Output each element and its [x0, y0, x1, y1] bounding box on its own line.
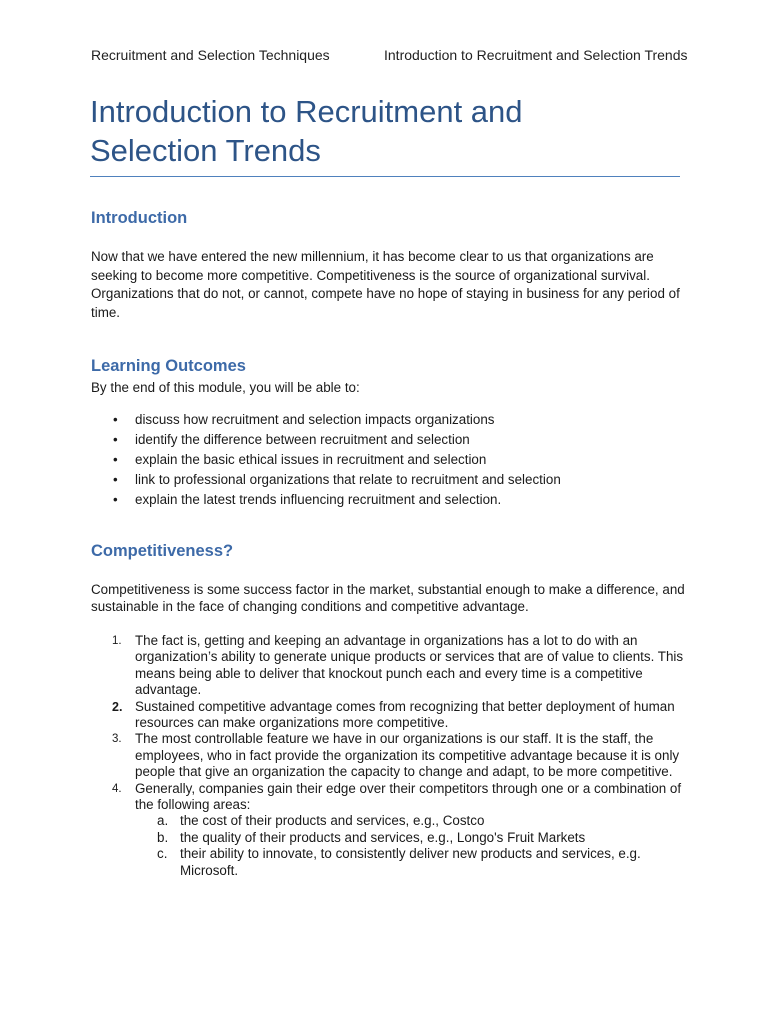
bullet-icon: • — [113, 412, 118, 427]
list-item-text: identify the difference between recruitment and selection — [135, 432, 470, 447]
list-item-text: explain the basic ethical issues in recruitment and selection — [135, 452, 487, 467]
numbered-item-text: Sustained competitive advantage comes from recognizing that better deployment of human resources can make organizations more competitive. — [135, 698, 675, 731]
numbered-item — [91, 633, 691, 699]
page-title — [90, 92, 690, 170]
item-letter: b. — [157, 829, 169, 845]
learning-outcomes-list — [91, 410, 691, 510]
list-item-text: discuss how recruitment and selection impacts organizations — [135, 412, 495, 427]
list-item-text: link to professional organizations that relate to recruitment and selection — [135, 472, 561, 487]
item-letter: a. — [157, 813, 169, 829]
bullet-icon: • — [113, 432, 118, 447]
list-item — [91, 410, 691, 430]
sublist-item-text: their ability to innovate, to consistently deliver new products and services, e.g. Microsoft. — [180, 846, 641, 878]
learning-outcomes-heading: Learning Outcomes — [91, 357, 246, 375]
list-item-text: explain the latest trends influencing recruitment and selection. — [135, 492, 502, 507]
bullet-icon: • — [113, 472, 118, 487]
introduction-paragraph: Now that we have entered the new millennium, it has become clear to us that organizations are seeking to become more competitive. Competitiveness is the source of organizational survival. Organizations that do not, or cannot, compete have no hope of staying in business for any period of time. — [91, 249, 680, 320]
item-letter: c. — [157, 846, 168, 862]
header-module-title: Introduction to Recruitment and Selection Trends — [384, 47, 688, 63]
introduction-heading: Introduction — [91, 209, 188, 227]
list-item — [91, 430, 691, 450]
numbered-item — [91, 699, 691, 732]
sublist-item-text: the quality of their products and services, e.g., Longo's Fruit Markets — [180, 829, 586, 845]
sublist-item-text: the cost of their products and services, e.g., Costco — [180, 813, 485, 829]
bullet-icon: • — [113, 492, 118, 507]
competitiveness-intro: Competitiveness is some success factor in the market, substantial enough to make a difference, and sustainable in the face of changing conditions and competitive advantage. — [91, 582, 685, 614]
competitiveness-list — [91, 633, 691, 879]
numbered-item-text: The most controllable feature we have in our organizations is our staff. It is the staff, the employees, who in fact provide the organization its competitive advantage because it is only people that give an organization the capacity to change and adapt, to be more competitive. — [135, 731, 680, 780]
bullet-icon: • — [113, 452, 118, 467]
sublist-item — [135, 813, 691, 829]
sublist-item — [135, 846, 691, 879]
page-title-line-1: Introduction to Recruitment and — [90, 94, 523, 129]
learning-outcomes-intro: By the end of this module, you will be able to: — [91, 380, 360, 395]
list-item — [91, 470, 691, 490]
item-number: 2. — [112, 699, 123, 714]
sublist-item — [135, 830, 691, 846]
item-number: 4. — [112, 782, 122, 795]
numbered-item-text: Generally, companies gain their edge over their competitors through one or a combination of the following areas: — [135, 780, 682, 813]
numbered-item-text: The fact is, getting and keeping an advantage in organizations has a lot to do with an organization’s ability to generate unique products or services that are of value to clients. This means being able to deliver that knockout punch each and every time is a competitive advantage. — [135, 633, 684, 698]
header-course-title: Recruitment and Selection Techniques — [91, 47, 330, 63]
numbered-item — [91, 781, 691, 879]
competitive-areas-sublist — [135, 813, 691, 879]
numbered-item — [91, 731, 691, 780]
list-item — [91, 450, 691, 470]
competitiveness-heading: Competitiveness? — [91, 542, 234, 560]
list-item — [91, 490, 691, 510]
item-number: 1. — [112, 635, 122, 647]
title-divider — [90, 176, 680, 177]
item-number: 3. — [112, 733, 122, 746]
page-title-line-2: Selection Trends — [90, 133, 321, 168]
